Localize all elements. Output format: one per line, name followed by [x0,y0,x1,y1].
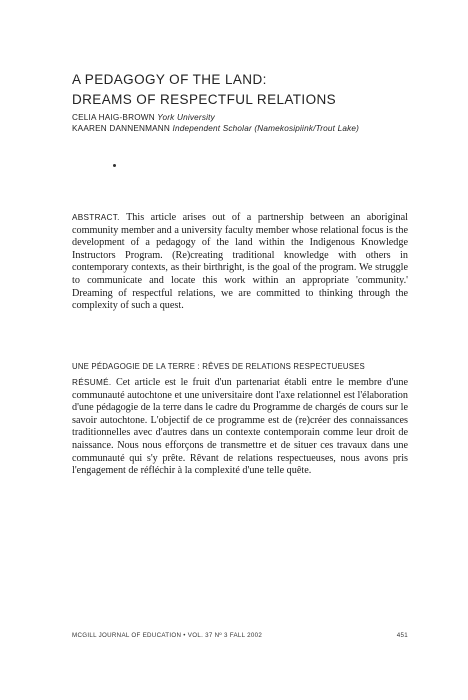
abstract-paragraph [72,212,408,313]
resume-paragraph [72,377,408,478]
author-2-affiliation: Independent Scholar (Namekosipiink/Trout Lake) [172,124,360,133]
author-1-name: CELIA HAIG-BROWN [72,113,155,122]
decorative-dot [113,164,116,167]
abstract-label: ABSTRACT. [72,213,120,222]
article-title-line-2: DREAMS OF RESPECTFUL RELATIONS [72,92,337,107]
author-1-affiliation: York University [157,113,215,122]
author-2 [72,123,412,134]
author-list [72,112,412,134]
journal-citation: MCGILL JOURNAL OF EDUCATION • VOL. 37 Nº 3 FALL 2002 [72,632,263,639]
abstract-text: This article arises out of a partnership between an aboriginal community member and a university faculty member whose relational focus is the development of a pedagogy of the land within the Indigenous Knowledge Instructors Program. (Re)creating traditional knowledge with others in contemporary contexts, as their birthright, is the goal of the program. We struggle to communicate and locate this work within an appropriate 'community.' Dreaming of respectful relations, we are committed to thinking through the complexity of such a quest. [72,212,408,312]
author-2-name: KAAREN DANNENMANN [72,124,171,133]
article-title-line-1: A PEDAGOGY OF THE LAND: [72,72,267,87]
page-number: 451 [396,632,408,639]
resume-label: RÉSUMÉ. [72,378,112,387]
author-1 [72,112,412,123]
resume-text: Cet article est le fruit d'un partenariat établi entre le membre d'une communauté autochtone et une universitaire dont l'axe relationnel est l'élaboration d'une pédagogie de la terre dans le cadre du Programme de chargés de cours sur le savoir autochtone. L'objectif de ce programme est de (re)créer des connaissances traditionnelles avec d'autres dans un contexte contemporain comme leur droit de naissance. Nous nous efforçons de transmettre et de situer ces travaux dans une communauté qui s'y prête. Rêvant de relations respectueuses, nous avons pris l'engagement de réfléchir à la complexité d'une telle quête. [72,377,408,477]
article-title [72,70,402,110]
page-footer [72,632,408,639]
french-title: UNE PÉDAGOGIE DE LA TERRE : RÊVES DE RELATIONS RESPECTUEUSES [72,362,365,371]
